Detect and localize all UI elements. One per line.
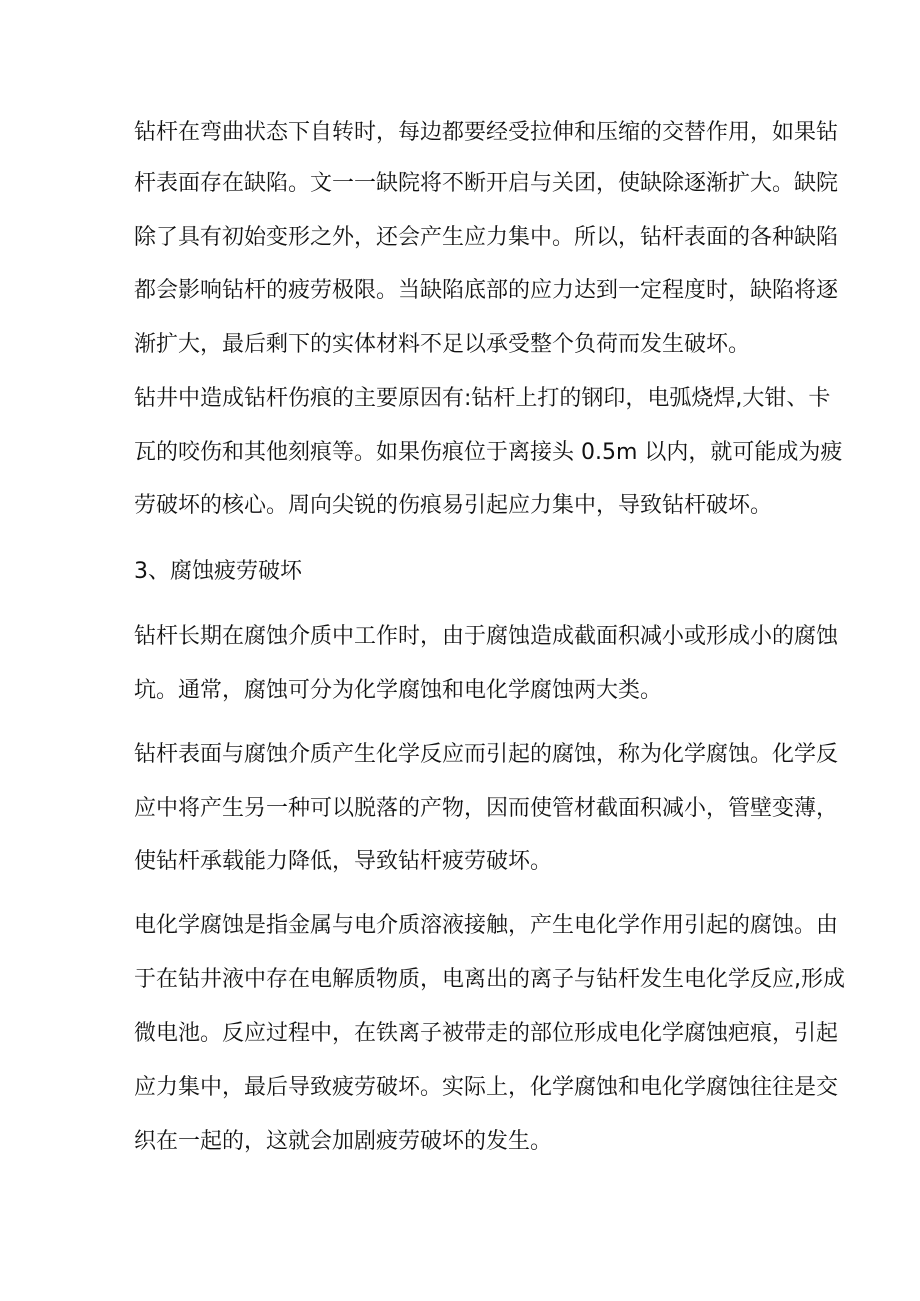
- text-line: 织在一起的，这就会加剧疲劳破坏的发生。: [134, 1129, 553, 1154]
- text-line: 钻井中造成钻杆伤痕的主要原因有:钻杆上打的钢印，电弧烧焊,大钳、卡: [134, 386, 831, 411]
- text-line: 除了具有初始变形之外，还会产生应力集中。所以，钻杆表面的各种缺陷: [134, 225, 839, 250]
- text-line: 应力集中，最后导致疲劳破坏。实际上，化学腐蚀和电化学腐蚀往往是交: [134, 1075, 839, 1100]
- text-line: 3、腐蚀疲劳破坏: [134, 559, 302, 584]
- text-line: 使钻杆承载能力降低，导致钻杆疲劳破坏。: [134, 849, 553, 874]
- text-line: 微电池。反应过程中，在铁离子被带走的部位形成电化学腐蚀疤痕，引起: [134, 1021, 839, 1046]
- text-line: 于在钻井液中存在电解质物质，电离出的离子与钻杆发生电化学反应,形成: [134, 967, 845, 992]
- text-line: 电化学腐蚀是指金属与电介质溶液接触，产生电化学作用引起的腐蚀。由: [134, 913, 839, 938]
- text-line: 瓦的咬伤和其他刻痕等。如果伤痕位于离接头 0.5m 以内，就可能成为疲: [134, 440, 843, 465]
- text-line: 钻杆长期在腐蚀介质中工作时，由于腐蚀造成截面积减小或形成小的腐蚀: [134, 624, 839, 649]
- text-line: 应中将产生另一种可以脱落的产物，因而使管材截面积减小，管壁变薄，: [134, 796, 839, 821]
- text-line: 渐扩大，最后剩下的实体材料不足以承受整个负荷而发生破坏。: [134, 332, 751, 357]
- text-line: 杆表面存在缺陷。文一一缺院将不断开启与关团，使缺除逐渐扩大。缺院: [134, 171, 839, 196]
- text-line: 坑。通常，腐蚀可分为化学腐蚀和电化学腐蚀两大类。: [134, 678, 663, 703]
- text-line: 劳破坏的核心。周向尖锐的伤痕易引起应力集中，导致钻杆破坏。: [134, 493, 773, 518]
- text-line: 钻杆在弯曲状态下自转时，每边都要经受拉伸和压缩的交替作用，如果钻: [134, 120, 839, 145]
- text-line: 钻杆表面与腐蚀介质产生化学反应而引起的腐蚀，称为化学腐蚀。化学反: [134, 742, 839, 767]
- text-line: 都会影响钻杆的疲劳极限。当缺陷底部的应力达到一定程度时，缺陷将逐: [134, 278, 839, 303]
